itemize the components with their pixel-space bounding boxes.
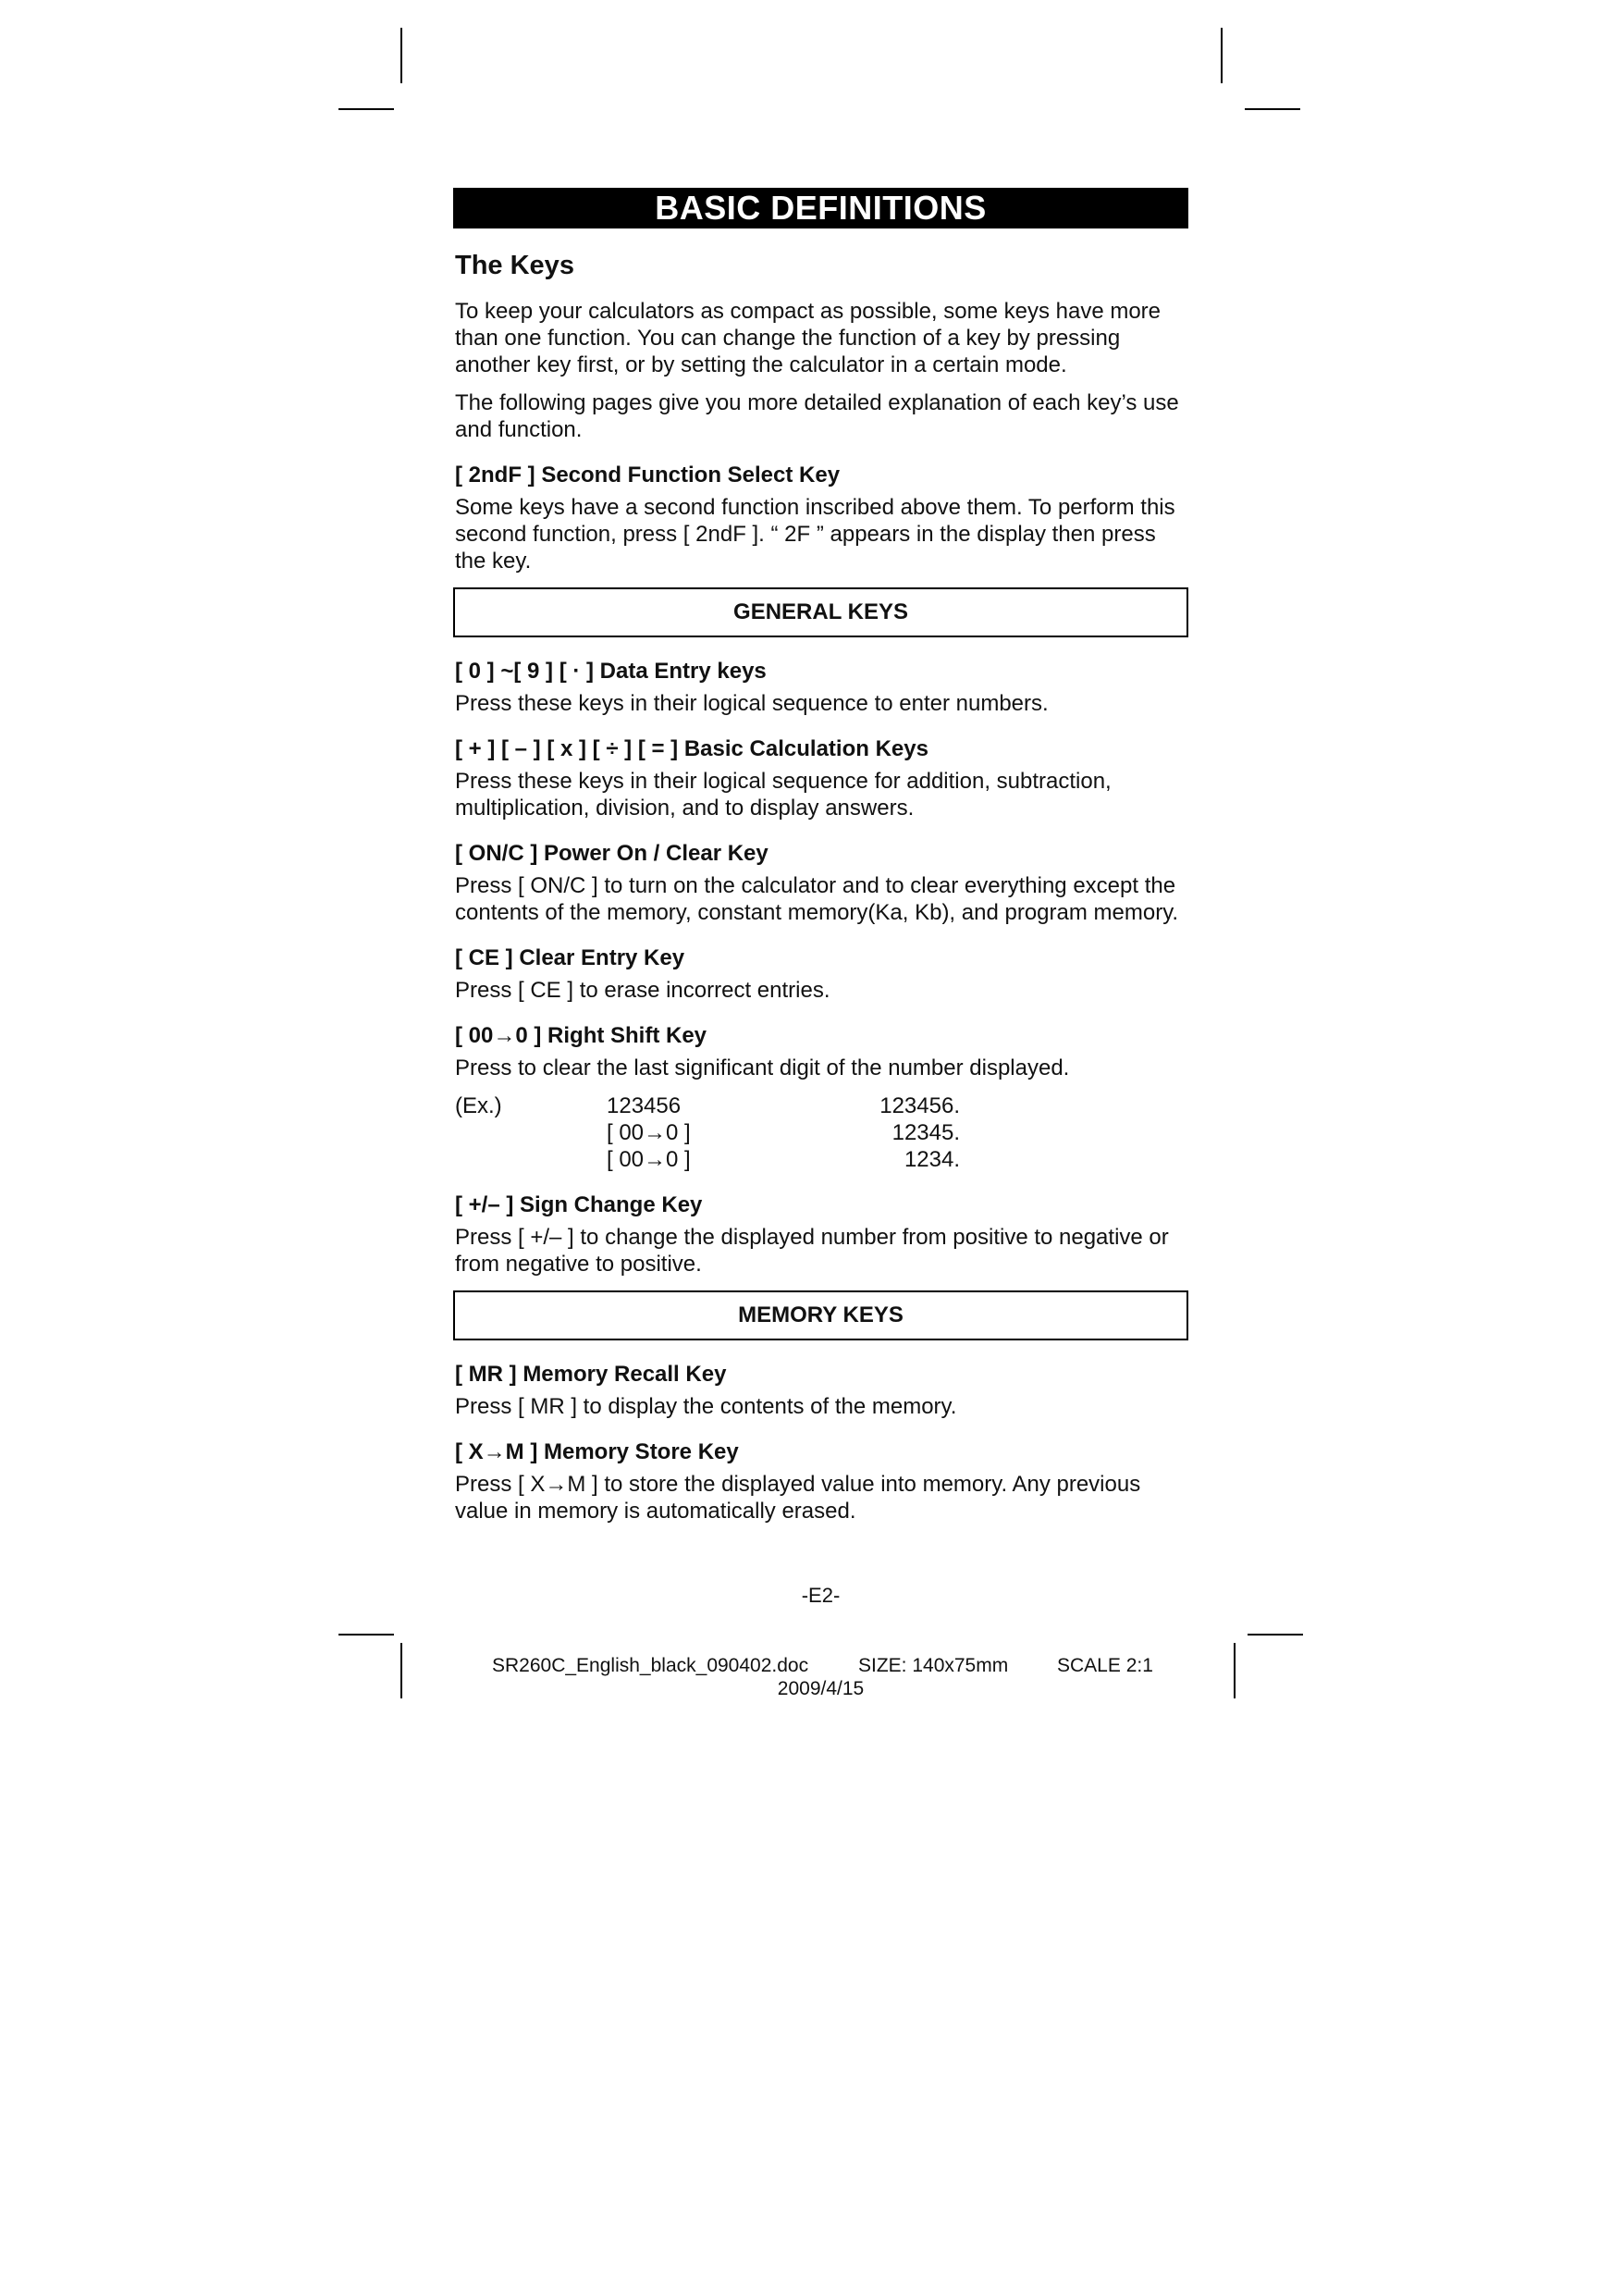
example-display: 1234. bbox=[904, 1147, 960, 1172]
example-label: (Ex.) bbox=[455, 1093, 502, 1118]
key-description: Some keys have a second function inscribed above them. To perform this second function, press [ 2ndF ]. “ 2F ” appears in the display then press the key. bbox=[455, 495, 1175, 574]
key-description: Press [ MR ] to display the contents of the memory. bbox=[455, 1394, 957, 1419]
footer-date: 2009/4/15 bbox=[777, 1678, 865, 1699]
key-heading-xm: [ X→M ] Memory Store Key bbox=[455, 1439, 739, 1464]
intro-paragraph: To keep your calculators as compact as possible, some keys have more than one function. You can change the function of a key by pressing another key first, or by setting the calculator in a certain mode. bbox=[455, 299, 1162, 377]
key-description: Press [ CE ] to erase incorrect entries. bbox=[455, 978, 830, 1003]
example-input: [ 00→0 ] bbox=[607, 1120, 691, 1145]
crop-mark bbox=[400, 28, 402, 83]
example-display: 12345. bbox=[891, 1120, 960, 1145]
key-heading-onc: [ ON/C ] Power On / Clear Key bbox=[455, 841, 768, 866]
example-input: 123456 bbox=[607, 1093, 682, 1118]
key-heading-basic-calc: [ + ] [ – ] [ x ] [ ÷ ] [ = ] Basic Calculation Keys bbox=[455, 736, 928, 761]
key-description: Press these keys in their logical sequence to enter numbers. bbox=[455, 691, 1049, 716]
intro-paragraph: The following pages give you more detailed explanation of each key’s use and function. bbox=[455, 390, 1179, 442]
crop-mark bbox=[338, 108, 394, 110]
page-title: BASIC DEFINITIONS bbox=[453, 188, 1188, 228]
crop-mark bbox=[1221, 28, 1223, 83]
section-header-general-keys: GENERAL KEYS bbox=[453, 587, 1188, 637]
footer-scale: SCALE 2:1 bbox=[1057, 1655, 1153, 1676]
key-heading-mr: [ MR ] Memory Recall Key bbox=[455, 1362, 727, 1387]
section-subtitle: The Keys bbox=[455, 251, 574, 280]
example-row bbox=[455, 1146, 1187, 1173]
example-row bbox=[455, 1092, 1187, 1119]
example-table bbox=[455, 1092, 1187, 1173]
crop-mark bbox=[1234, 1643, 1236, 1698]
key-description: Press [ +/– ] to change the displayed number from positive to negative or from negative to positive. bbox=[455, 1225, 1169, 1277]
page-number: -E2- bbox=[801, 1584, 841, 1607]
crop-mark bbox=[1248, 1634, 1303, 1636]
key-description: Press [ ON/C ] to turn on the calculator and to clear everything except the contents of the memory, constant memory(Ka, Kb), and program memory. bbox=[455, 873, 1179, 925]
key-heading-sign-change: [ +/– ] Sign Change Key bbox=[455, 1192, 703, 1217]
key-description: Press these keys in their logical sequence for addition, subtraction, multiplication, division, and to display answers. bbox=[455, 769, 1112, 821]
crop-mark bbox=[338, 1634, 394, 1636]
key-heading-right-shift: [ 00→0 ] Right Shift Key bbox=[455, 1023, 707, 1048]
key-heading-data-entry: [ 0 ] ~[ 9 ] [ · ] Data Entry keys bbox=[455, 659, 767, 684]
example-display: 123456. bbox=[879, 1093, 960, 1118]
footer-size: SIZE: 140x75mm bbox=[858, 1655, 1009, 1676]
key-heading-2ndf: [ 2ndF ] Second Function Select Key bbox=[455, 463, 841, 488]
crop-mark bbox=[1245, 108, 1300, 110]
page-content bbox=[453, 188, 1188, 1536]
key-description: Press [ X→M ] to store the displayed value into memory. Any previous value in memory is automatically erased. bbox=[455, 1472, 1141, 1524]
example-input: [ 00→0 ] bbox=[607, 1147, 691, 1172]
crop-mark bbox=[400, 1643, 402, 1698]
key-heading-ce: [ CE ] Clear Entry Key bbox=[455, 945, 685, 970]
example-row bbox=[455, 1119, 1187, 1146]
key-description: Press to clear the last significant digit of the number displayed. bbox=[455, 1055, 1070, 1080]
footer-filename: SR260C_English_black_090402.doc bbox=[492, 1655, 809, 1676]
section-header-memory-keys: MEMORY KEYS bbox=[453, 1290, 1188, 1340]
